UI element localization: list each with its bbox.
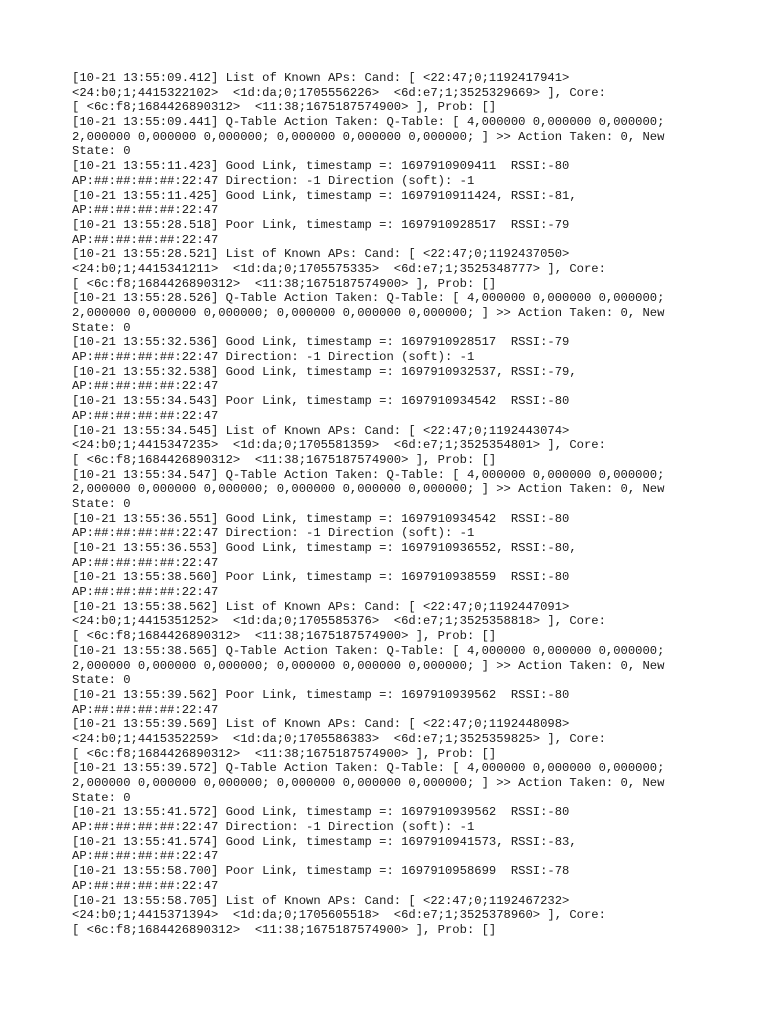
log-line: [10-21 13:55:38.560] Poor Link, timestamp =: 1697910938559 RSSI:-80 [72, 570, 570, 585]
log-line: <24:b0;1;4415351252> <1d:da;0;1705585376> <6d:e7;1;3525358818> ], Core: [72, 614, 606, 629]
log-line: State: 0 [72, 790, 131, 805]
log-line: [10-21 13:55:41.574] Good Link, timestamp =: 1697910941573, RSSI:-83, [72, 834, 577, 849]
log-line: <24:b0;1;4415341211> <1d:da;0;1705575335> <6d:e7;1;3525348777> ], Core: [72, 261, 606, 276]
log-line: [10-21 13:55:28.526] Q-Table Action Taken: Q-Table: [ 4,000000 0,000000 0,000000; [72, 291, 665, 306]
log-line: AP:##:##:##:##:22:47 [72, 555, 219, 570]
log-line: 2,000000 0,000000 0,000000; 0,000000 0,000000 0,000000; ] >> Action Taken: 0, New [72, 482, 665, 497]
log-line: [10-21 13:55:34.543] Poor Link, timestamp =: 1697910934542 RSSI:-80 [72, 394, 570, 409]
log-line: [10-21 13:55:36.551] Good Link, timestamp =: 1697910934542 RSSI:-80 [72, 511, 570, 526]
log-line: [10-21 13:55:39.562] Poor Link, timestamp =: 1697910939562 RSSI:-80 [72, 687, 570, 702]
log-line: 2,000000 0,000000 0,000000; 0,000000 0,000000 0,000000; ] >> Action Taken: 0, New [72, 658, 665, 673]
log-line: AP:##:##:##:##:22:47 Direction: -1 Direction (soft): -1 [72, 526, 475, 541]
log-line: State: 0 [72, 320, 131, 335]
log-line: State: 0 [72, 496, 131, 511]
log-line: [10-21 13:55:36.553] Good Link, timestamp =: 1697910936552, RSSI:-80, [72, 541, 577, 555]
log-line: [ <6c:f8;1684426890312> <11:38;1675187574900> ], Prob: [] [72, 276, 497, 291]
log-line: [ <6c:f8;1684426890312> <11:38;1675187574900> ], Prob: [] [72, 746, 497, 761]
log-line: [10-21 13:55:11.425] Good Link, timestamp =: 1697910911424, RSSI:-81, [72, 188, 577, 203]
log-line: <24:b0;1;4415371394> <1d:da;0;1705605518> <6d:e7;1;3525378960> ], Core: [72, 908, 606, 923]
log-line: <24:b0;1;4415322102> <1d:da;0;1705556226> <6d:e7;1;3525329669> ], Core: [72, 85, 606, 100]
log-line: AP:##:##:##:##:22:47 Direction: -1 Direction (soft): -1 [72, 350, 475, 365]
log-line: [10-21 13:55:58.705] List of Known APs: Cand: [ <22:47;0;1192467232> [72, 893, 570, 908]
log-line: [10-21 13:55:39.572] Q-Table Action Taken: Q-Table: [ 4,000000 0,000000 0,000000; [72, 761, 665, 776]
log-line: [10-21 13:55:09.412] List of Known APs: Cand: [ <22:47;0;1192417941> [72, 71, 570, 85]
log-line: AP:##:##:##:##:22:47 [72, 849, 219, 864]
log-line: 2,000000 0,000000 0,000000; 0,000000 0,000000 0,000000; ] >> Action Taken: 0, New [72, 306, 665, 320]
log-line: AP:##:##:##:##:22:47 [72, 585, 219, 600]
log-line: State: 0 [72, 673, 131, 688]
log-line: 2,000000 0,000000 0,000000; 0,000000 0,000000 0,000000; ] >> Action Taken: 0, New [72, 129, 665, 144]
log-line: [10-21 13:55:41.572] Good Link, timestamp =: 1697910939562 RSSI:-80 [72, 805, 570, 820]
log-line: [10-21 13:55:09.441] Q-Table Action Taken: Q-Table: [ 4,000000 0,000000 0,000000; [72, 115, 665, 130]
log-body [72, 71, 712, 938]
log-line: AP:##:##:##:##:22:47 [72, 203, 219, 218]
log-line: [10-21 13:55:38.562] List of Known APs: Cand: [ <22:47;0;1192447091> [72, 599, 570, 614]
log-line: AP:##:##:##:##:22:47 [72, 408, 219, 423]
log-line: 2,000000 0,000000 0,000000; 0,000000 0,000000 0,000000; ] >> Action Taken: 0, New [72, 776, 665, 790]
log-line: [10-21 13:55:38.565] Q-Table Action Taken: Q-Table: [ 4,000000 0,000000 0,000000; [72, 643, 665, 658]
log-line: [10-21 13:55:28.521] List of Known APs: Cand: [ <22:47;0;1192437050> [72, 247, 570, 262]
log-line: [10-21 13:55:34.547] Q-Table Action Taken: Q-Table: [ 4,000000 0,000000 0,000000; [72, 467, 665, 482]
log-line: [ <6c:f8;1684426890312> <11:38;1675187574900> ], Prob: [] [72, 629, 497, 644]
log-document [72, 71, 712, 938]
log-line: State: 0 [72, 144, 131, 159]
log-line: AP:##:##:##:##:22:47 [72, 232, 219, 247]
log-line: AP:##:##:##:##:22:47 [72, 379, 219, 394]
log-line: [10-21 13:55:32.536] Good Link, timestamp =: 1697910928517 RSSI:-79 [72, 335, 570, 350]
log-line: <24:b0;1;4415347235> <1d:da;0;1705581359> <6d:e7;1;3525354801> ], Core: [72, 438, 606, 453]
log-line: [10-21 13:55:28.518] Poor Link, timestamp =: 1697910928517 RSSI:-79 [72, 217, 570, 232]
log-line: [10-21 13:55:34.545] List of Known APs: Cand: [ <22:47;0;1192443074> [72, 423, 570, 438]
log-line: <24:b0;1;4415352259> <1d:da;0;1705586383> <6d:e7;1;3525359825> ], Core: [72, 731, 606, 746]
log-line: AP:##:##:##:##:22:47 [72, 702, 219, 717]
log-line: [10-21 13:55:39.569] List of Known APs: Cand: [ <22:47;0;1192448098> [72, 717, 570, 732]
log-line: AP:##:##:##:##:22:47 [72, 878, 219, 893]
log-line: [ <6c:f8;1684426890312> <11:38;1675187574900> ], Prob: [] [72, 100, 497, 115]
log-line: [ <6c:f8;1684426890312> <11:38;1675187574900> ], Prob: [] [72, 452, 497, 467]
log-line: [10-21 13:55:11.423] Good Link, timestamp =: 1697910909411 RSSI:-80 [72, 159, 570, 174]
log-line: [10-21 13:55:32.538] Good Link, timestamp =: 1697910932537, RSSI:-79, [72, 364, 577, 379]
log-line: AP:##:##:##:##:22:47 Direction: -1 Direction (soft): -1 [72, 173, 475, 188]
log-line: AP:##:##:##:##:22:47 Direction: -1 Direction (soft): -1 [72, 820, 475, 835]
log-line: [ <6c:f8;1684426890312> <11:38;1675187574900> ], Prob: [] [72, 922, 497, 937]
log-line: [10-21 13:55:58.700] Poor Link, timestamp =: 1697910958699 RSSI:-78 [72, 864, 570, 879]
